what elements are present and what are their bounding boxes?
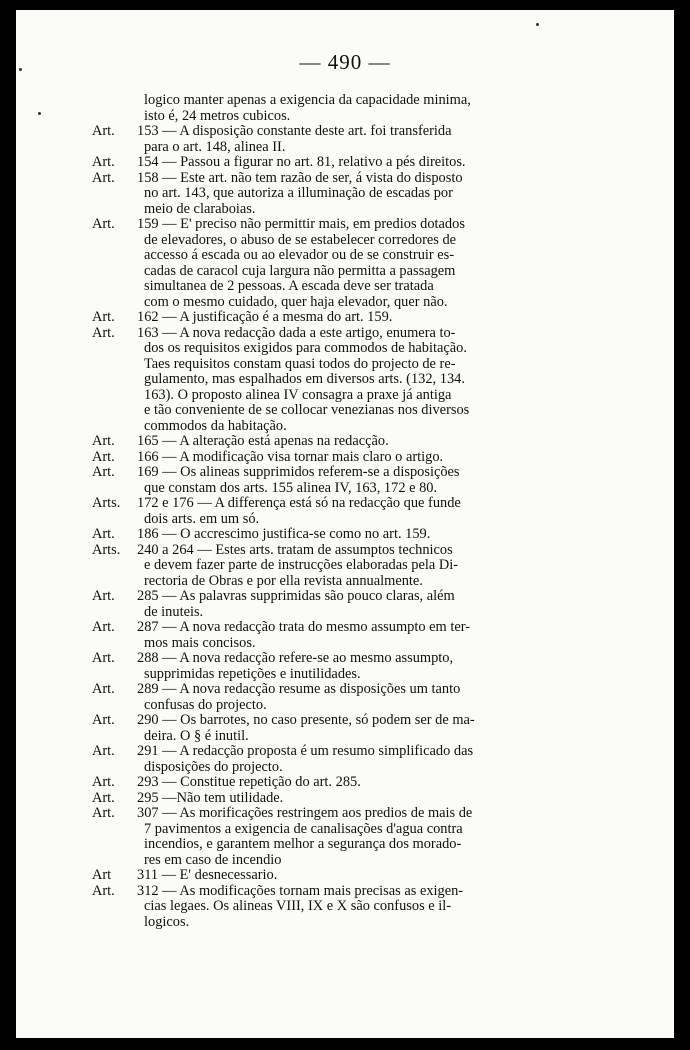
- article-continuation-line: logicos.: [144, 913, 190, 930]
- article-continuation-line: no art. 143, que autoriza a illuminação de escadas por: [144, 185, 453, 201]
- article-continuation-line: cias legaes. Os alineas VIII, IX e X são confusos e il-: [144, 898, 452, 914]
- article-continuation-line: rectoria de Obras e por ella revista annualmente.: [144, 572, 423, 589]
- article-entry: [92, 217, 592, 310]
- article-first-line: [92, 884, 592, 900]
- article-text: 172 e 176 — A differença está só na redacção que funde: [137, 495, 461, 511]
- article-continuation-line: de inuteis.: [144, 603, 204, 620]
- article-label: Arts.: [92, 541, 121, 558]
- article-text: 159 — E' preciso não permittir mais, em predios dotados: [137, 216, 465, 232]
- article-entry: [92, 868, 592, 884]
- article-first-line: [92, 217, 592, 233]
- article-continuation-line: deira. O § é inutil.: [144, 727, 249, 744]
- scan-speck: [19, 68, 22, 71]
- article-entry: [92, 450, 592, 466]
- article-first-line: [92, 434, 592, 450]
- article-continuation-line: de elevadores, o abuso de se estabelecer corredores de: [144, 231, 457, 248]
- article-continuation-line: 163). O proposto alinea IV consagra a praxe já antiga: [144, 386, 452, 403]
- article-entry: [92, 744, 592, 775]
- article-continuation-line: cadas de caracol cuja largura não permitta a passagem: [144, 262, 456, 279]
- article-label: Art.: [92, 619, 115, 635]
- article-first-line: [92, 868, 592, 884]
- article-text: 153 — A disposição constante deste art. foi transferida: [137, 123, 452, 139]
- page-sheet: [12, 10, 674, 1038]
- article-continuation-line: e tão conveniente de se collocar venezianas nos diversos: [144, 402, 470, 418]
- article-continuation-line: accesso á escada ou ao elevador ou de se construir es-: [144, 247, 455, 263]
- article-text: 154 — Passou a figurar no art. 81, relativo a pés direitos.: [137, 154, 466, 170]
- article-text: 291 — A redacção proposta é um resumo simplificado das: [137, 743, 474, 759]
- article-first-line: [92, 806, 592, 822]
- article-label: Art.: [92, 123, 115, 139]
- article-label: Art.: [92, 774, 115, 790]
- article-continuation-line: com o mesmo cuidado, quer haja elevador, quer não.: [144, 293, 448, 310]
- article-first-line: [92, 326, 592, 342]
- scan-speck: [536, 23, 539, 26]
- article-first-line: [92, 527, 592, 543]
- article-text: 311 — E' desnecessario.: [137, 867, 278, 883]
- article-text: 288 — A nova redacção refere-se ao mesmo assumpto,: [137, 650, 454, 666]
- article-label: Art.: [92, 154, 115, 170]
- article-entry: [92, 465, 592, 496]
- article-label: Art: [92, 867, 112, 883]
- article-text: 240 a 264 — Estes arts. tratam de assumptos technicos: [137, 541, 453, 558]
- article-text: 165 — A alteração está apenas na redacção.: [137, 433, 389, 449]
- article-text: 162 — A justificação é a mesma do art. 159.: [137, 309, 393, 325]
- article-entry: [92, 171, 592, 218]
- article-first-line: [92, 620, 592, 636]
- article-continuation-line: dois arts. em um só.: [144, 510, 260, 527]
- article-continuation-line: que constam dos arts. 155 alinea IV, 163, 172 e 80.: [144, 479, 438, 496]
- article-first-line: [92, 124, 592, 140]
- article-text: 163 — A nova redacção dada a este artigo, enumera to-: [137, 324, 456, 341]
- article-continuation-line: disposições do projecto.: [144, 758, 283, 775]
- article-text: 289 — A nova redacção resume as disposições um tanto: [137, 681, 461, 697]
- article-text: 290 — Os barrotes, no caso presente, só podem ser de ma-: [137, 712, 475, 728]
- article-text: 169 — Os alineas supprimidos referem-se a disposições: [137, 464, 460, 480]
- article-label: Arts.: [92, 495, 121, 511]
- article-first-line: [92, 171, 592, 187]
- article-text: 285 — As palavras supprimidas são pouco claras, além: [137, 588, 455, 604]
- article-continuation-line: mos mais concisos.: [144, 634, 256, 651]
- article-entry: [92, 806, 592, 868]
- article-text: 158 — Este art. não tem razão de ser, á vista do disposto: [137, 169, 463, 186]
- article-first-line: [92, 155, 592, 171]
- article-text: 293 — Constitue repetição do art. 285.: [137, 774, 361, 790]
- article-text: 307 — As morificações restringem aos predios de mais de: [137, 805, 473, 821]
- article-continuation-line: incendios, e garantem melhor a segurança dos morado-: [144, 836, 462, 852]
- article-entry: [92, 543, 592, 590]
- article-text: 166 — A modificação visa tornar mais claro o artigo.: [137, 448, 444, 465]
- article-text: 295 —Não tem utilidade.: [137, 789, 284, 806]
- article-entry: [92, 775, 592, 791]
- article-label: Art.: [92, 650, 115, 666]
- article-continuation-line: 7 pavimentos a exigencia de canalisações d'agua contra: [144, 820, 463, 837]
- article-continuation-line: e devem fazer parte de instrucções elaboradas pela Di-: [144, 557, 459, 573]
- article-label: Art.: [92, 309, 115, 325]
- article-first-line: [92, 450, 592, 466]
- article-label: Art.: [92, 805, 115, 821]
- page-number: — 490 —: [299, 50, 391, 74]
- scan-speck: [38, 112, 41, 115]
- article-label: Art.: [92, 216, 115, 232]
- article-continuation-line: meio de claraboias.: [144, 200, 256, 217]
- article-first-line: [92, 775, 592, 791]
- intro-line: isto é, 24 metros cubicos.: [144, 107, 291, 124]
- article-entry: [92, 620, 592, 651]
- article-label: Art.: [92, 448, 115, 465]
- article-list: [92, 124, 592, 930]
- article-label: Art.: [92, 588, 115, 604]
- article-entry: [92, 434, 592, 450]
- article-label: Art.: [92, 789, 115, 806]
- article-first-line: [92, 589, 592, 605]
- article-first-line: [92, 465, 592, 481]
- article-label: Art.: [92, 712, 115, 728]
- article-continuation-line: commodos da habitação.: [144, 417, 287, 434]
- article-text: 312 — As modificações tornam mais precisas as exigen-: [137, 882, 464, 899]
- article-entry: [92, 326, 592, 435]
- article-entry: [92, 791, 592, 807]
- article-label: Art.: [92, 324, 115, 341]
- article-entry: [92, 713, 592, 744]
- article-continuation-line: para o art. 148, alinea II.: [144, 138, 286, 155]
- article-continuation-line: confusas do projecto.: [144, 696, 267, 713]
- article-entry: [92, 310, 592, 326]
- article-label: Art.: [92, 743, 115, 759]
- article-first-line: [92, 744, 592, 760]
- article-entry: [92, 155, 592, 171]
- article-first-line: [92, 791, 592, 807]
- article-label: Art.: [92, 681, 115, 697]
- document-body: [92, 93, 592, 930]
- article-label: Art.: [92, 433, 115, 449]
- article-entry: [92, 124, 592, 155]
- article-label: Art.: [92, 882, 115, 899]
- article-label: Art.: [92, 526, 115, 542]
- article-first-line: [92, 682, 592, 698]
- article-entry: [92, 496, 592, 527]
- article-continuation-line: supprimidas repetições e inutilidades.: [144, 665, 361, 682]
- article-continuation-line: res em caso de incendio: [144, 851, 282, 868]
- intro-paragraph: [92, 93, 592, 124]
- article-first-line: [92, 713, 592, 729]
- article-entry: [92, 884, 592, 931]
- article-entry: [92, 651, 592, 682]
- article-first-line: [92, 310, 592, 326]
- intro-line: logico manter apenas a exigencia da capacidade minima,: [144, 92, 471, 108]
- article-entry: [92, 589, 592, 620]
- article-text: 287 — A nova redacção trata do mesmo assumpto em ter-: [137, 619, 470, 635]
- article-continuation-line: gulamento, mas espalhados em diversos arts. (132, 134.: [144, 371, 465, 387]
- article-continuation-line: dos os requisitos exigidos para commodos de habitação.: [144, 340, 467, 356]
- article-entry: [92, 682, 592, 713]
- article-continuation-line: Taes requisitos constam quasi todos do projecto de re-: [144, 355, 456, 372]
- article-first-line: [92, 651, 592, 667]
- article-first-line: [92, 543, 592, 559]
- article-entry: [92, 527, 592, 543]
- article-text: 186 — O accrescimo justifica-se como no art. 159.: [137, 526, 431, 542]
- article-first-line: [92, 496, 592, 512]
- article-label: Art.: [92, 169, 115, 186]
- article-continuation-line: simultanea de 2 pessoas. A escada deve ser tratada: [144, 278, 434, 294]
- article-label: Art.: [92, 464, 115, 480]
